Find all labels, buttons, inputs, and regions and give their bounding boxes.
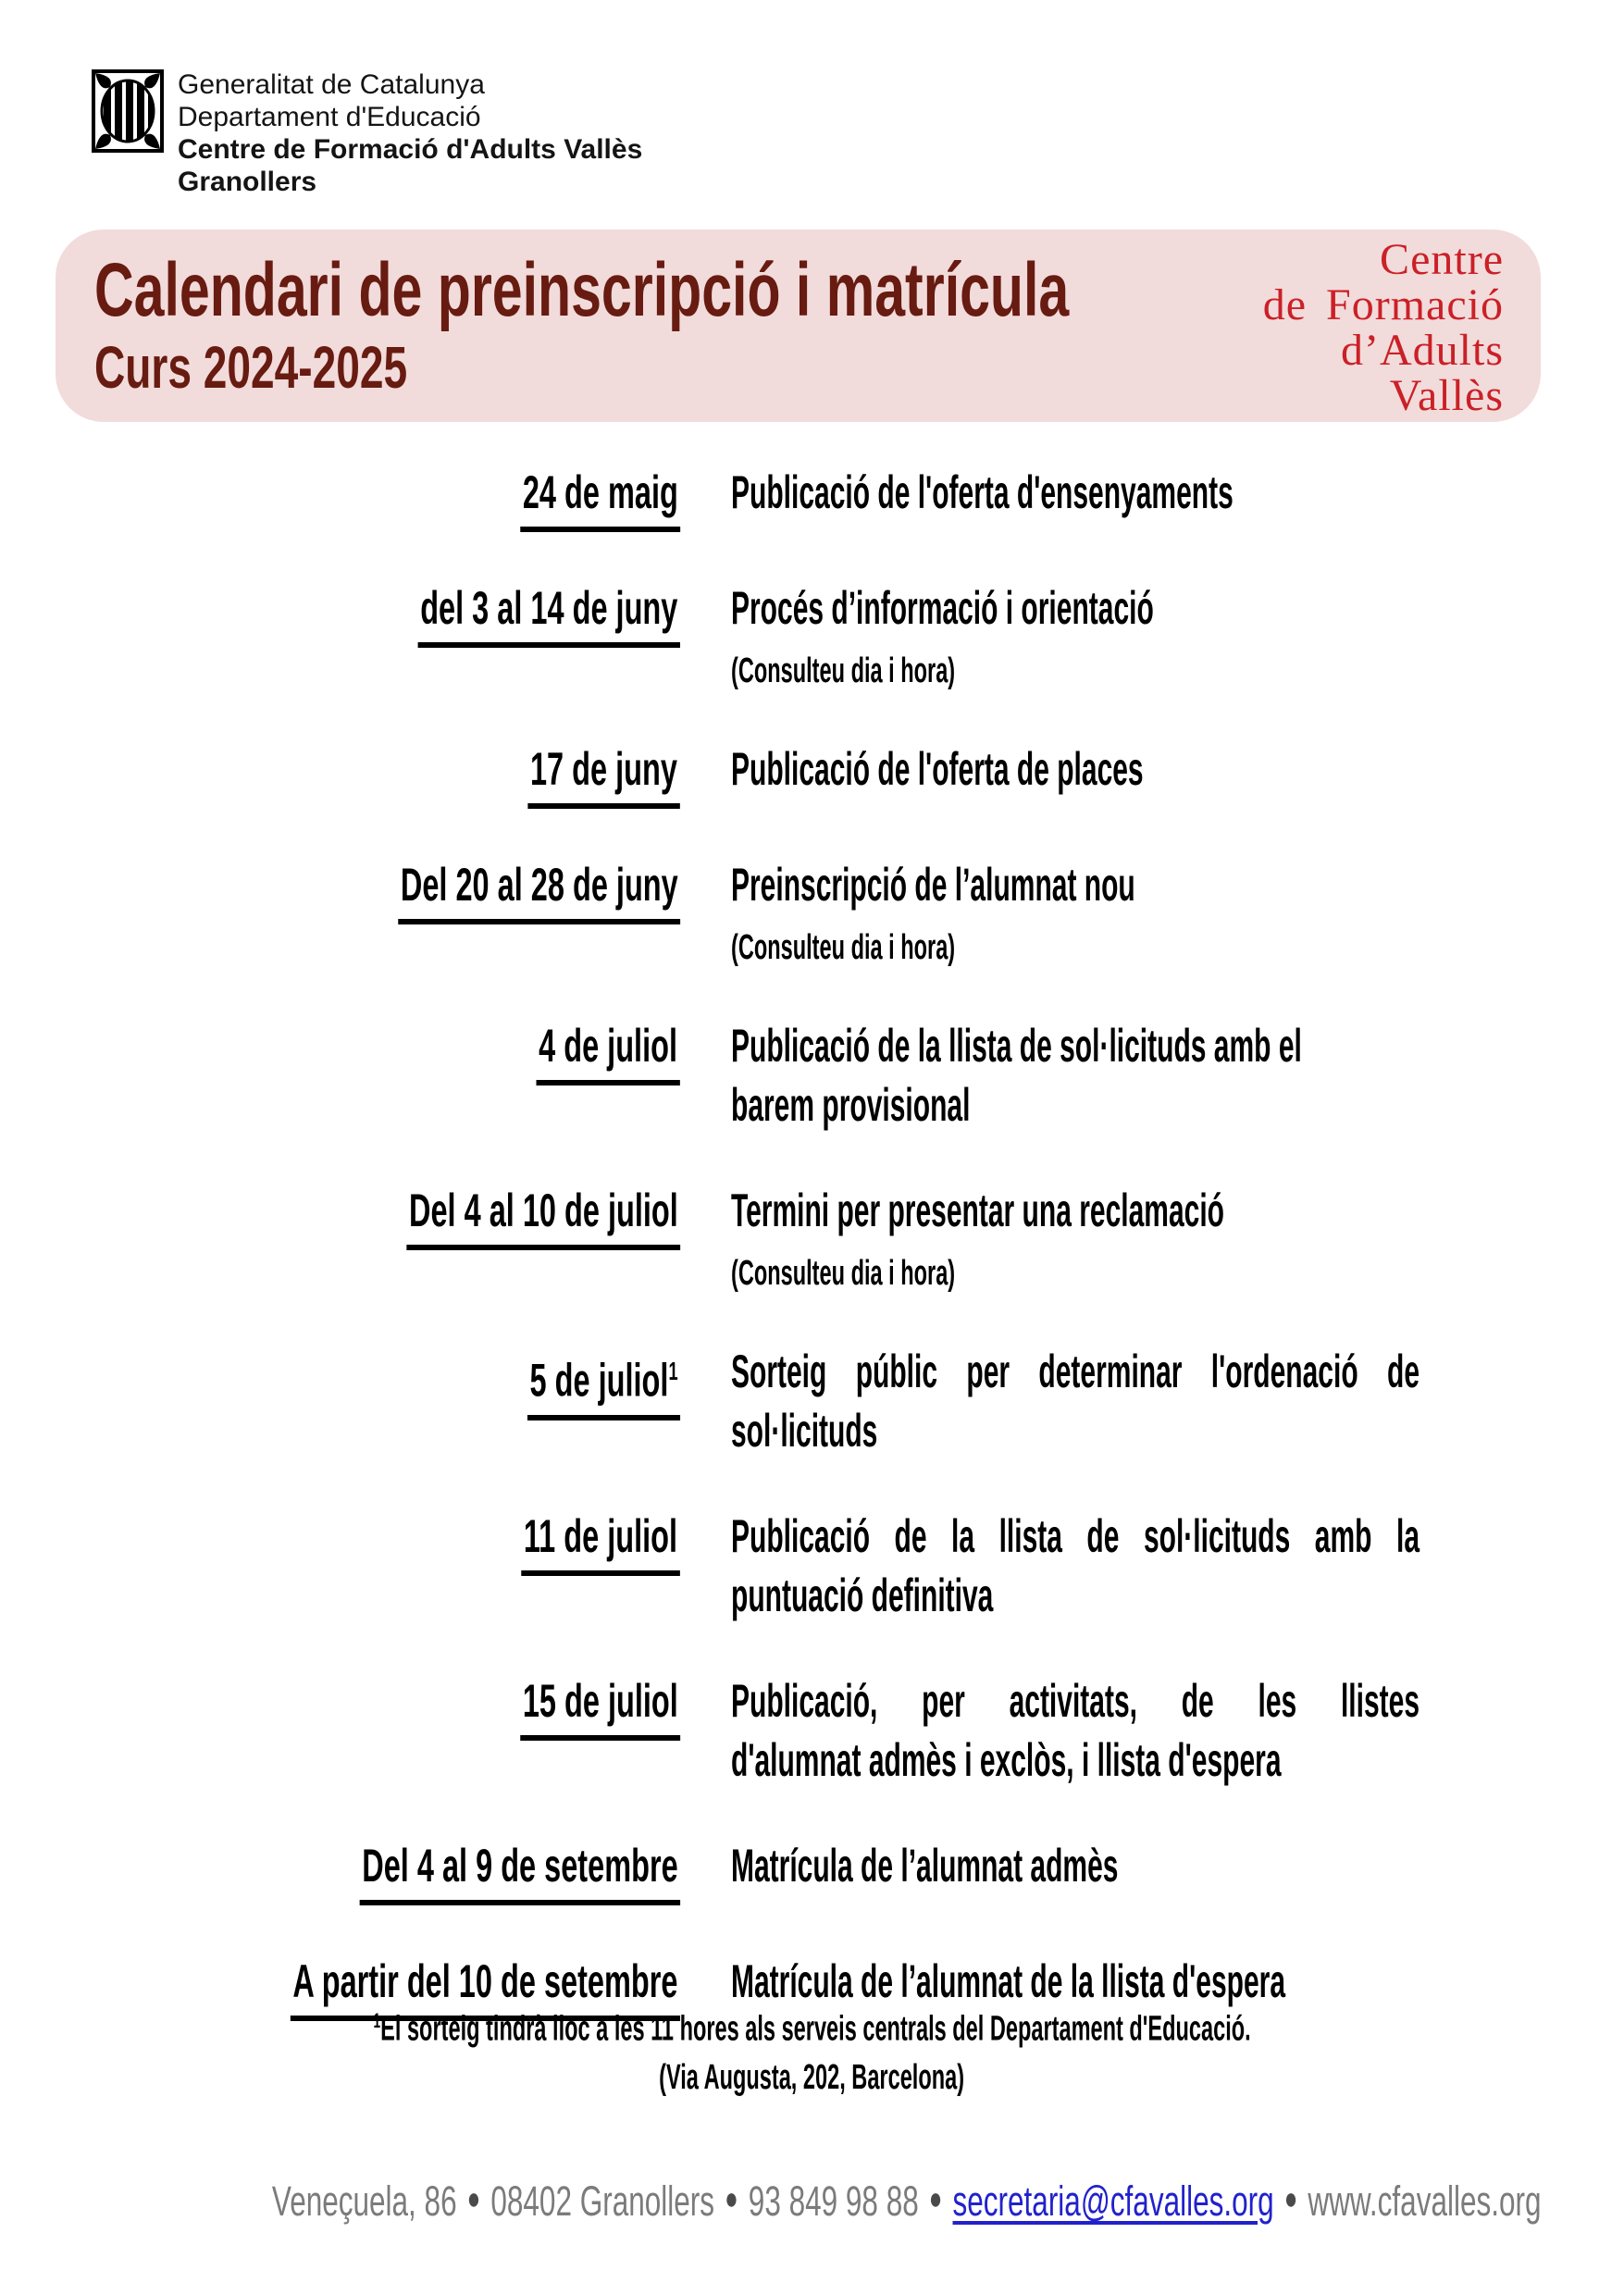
schedule-description: Preinscripció de l’alumnat nou (Consulteu dia i hora)	[731, 855, 1624, 970]
schedule-description: Publicació de l'oferta d'ensenyaments	[731, 466, 1233, 518]
footnote-marker: 1	[373, 2009, 381, 2032]
schedule-description: Publicació de la llista de sol·licituds amb la puntuació definitiva	[731, 1510, 1419, 1621]
schedule-row	[0, 1342, 1624, 1460]
center-logo-line-4: Vallès	[1389, 371, 1504, 420]
footnote-marker: 1	[668, 1357, 678, 1385]
schedule-date: A partir del 10 de setembre	[0, 1952, 680, 2021]
schedule-row	[0, 463, 1624, 532]
bullet-separator-icon: ●	[466, 2181, 481, 2216]
schedule-date: 24 de maig	[0, 463, 680, 532]
schedule-description: Matrícula de l’alumnat de la llista d'espera	[731, 1955, 1286, 2007]
schedule-date: 5 de juliol$^1$	[0, 1342, 680, 1420]
schedule-date: del 3 al 14 de juny	[0, 578, 680, 648]
schedule	[0, 463, 1624, 2067]
center-logo-line-2: de Formació	[1262, 280, 1504, 329]
org-name-line-1: Generalitat de Catalunya	[178, 69, 485, 100]
footer-website: www.cfavalles.org	[1308, 2177, 1542, 2225]
org-header	[91, 67, 642, 198]
schedule-description: Termini per presentar una reclamació (Consulteu dia i hora)	[731, 1181, 1624, 1296]
schedule-date: Del 4 al 10 de juliol	[0, 1181, 680, 1250]
schedule-date: 4 de juliol	[0, 1016, 680, 1085]
schedule-note: (Consulteu dia i hora)	[731, 651, 956, 690]
org-name-line-3: Centre de Formació d'Adults Vallès	[178, 134, 643, 165]
schedule-date: 11 de juliol	[0, 1507, 680, 1576]
schedule-row	[0, 855, 1624, 970]
footer-email-link[interactable]: secretaria@cfavalles.org	[952, 2177, 1274, 2225]
schedule-description: Publicació, per activitats, de les llistes d'alumnat admès i exclòs, i llista d'espera	[731, 1675, 1419, 1786]
schedule-date: Del 20 al 28 de juny	[0, 855, 680, 924]
bullet-separator-icon: ●	[725, 2181, 738, 2216]
schedule-description: Procés d’informació i orientació (Consulteu dia i hora)	[731, 578, 1624, 693]
footer-address: Veneçuela, 86	[271, 2177, 457, 2225]
footer-postal-city: 08402 Granollers	[490, 2177, 715, 2225]
schedule-date: 15 de juliol	[0, 1671, 680, 1741]
schedule-description: Matrícula de l’alumnat admès	[731, 1840, 1119, 1892]
footnote-line-1: $^1$El sorteig tindrà lloc a les 11 hores als serveis centrals del Departament d'Educació.	[373, 2009, 1251, 2049]
footer-phone: 93 849 98 88	[748, 2177, 919, 2225]
schedule-date: 17 de juny	[0, 739, 680, 809]
schedule-row	[0, 739, 1624, 809]
org-name-line-4: Granollers	[178, 167, 317, 197]
schedule-note: (Consulteu dia i hora)	[731, 1254, 956, 1293]
org-name-line-2: Departament d'Educació	[178, 102, 481, 132]
bullet-separator-icon: ●	[1283, 2181, 1298, 2216]
footnote	[0, 1997, 1624, 2102]
schedule-row	[0, 1671, 1624, 1790]
title-banner	[56, 230, 1541, 422]
org-name-block	[178, 67, 642, 198]
page-subtitle: Curs 2024-2025	[94, 334, 408, 401]
page-footer	[0, 2173, 1624, 2227]
center-logo-line-1: Centre	[1380, 235, 1504, 284]
schedule-description: Publicació de la llista de sol·licituds amb el barem provisional	[731, 1020, 1302, 1131]
page-title: Calendari de preinscripció i matrícula	[94, 248, 1070, 332]
schedule-description: Publicació de l'oferta de places	[731, 743, 1144, 795]
schedule-date: Del 4 al 9 de setembre	[0, 1836, 680, 1905]
bullet-separator-icon: ●	[928, 2181, 943, 2216]
schedule-row	[0, 578, 1624, 693]
schedule-description: Sorteig públic per determinar l'ordenació de sol·licituds	[731, 1346, 1419, 1457]
schedule-row	[0, 1836, 1624, 1905]
title-block	[94, 248, 1448, 402]
center-logo-text	[1263, 237, 1504, 418]
center-logo-line-3: d’Adults	[1341, 326, 1504, 375]
footnote-line-2: (Via Augusta, 202, Barcelona)	[659, 2057, 965, 2097]
schedule-row	[0, 1181, 1624, 1296]
schedule-note: (Consulteu dia i hora)	[731, 928, 956, 967]
generalitat-coat-of-arms-icon	[91, 67, 165, 155]
schedule-row	[0, 1016, 1624, 1135]
schedule-row	[0, 1507, 1624, 1625]
